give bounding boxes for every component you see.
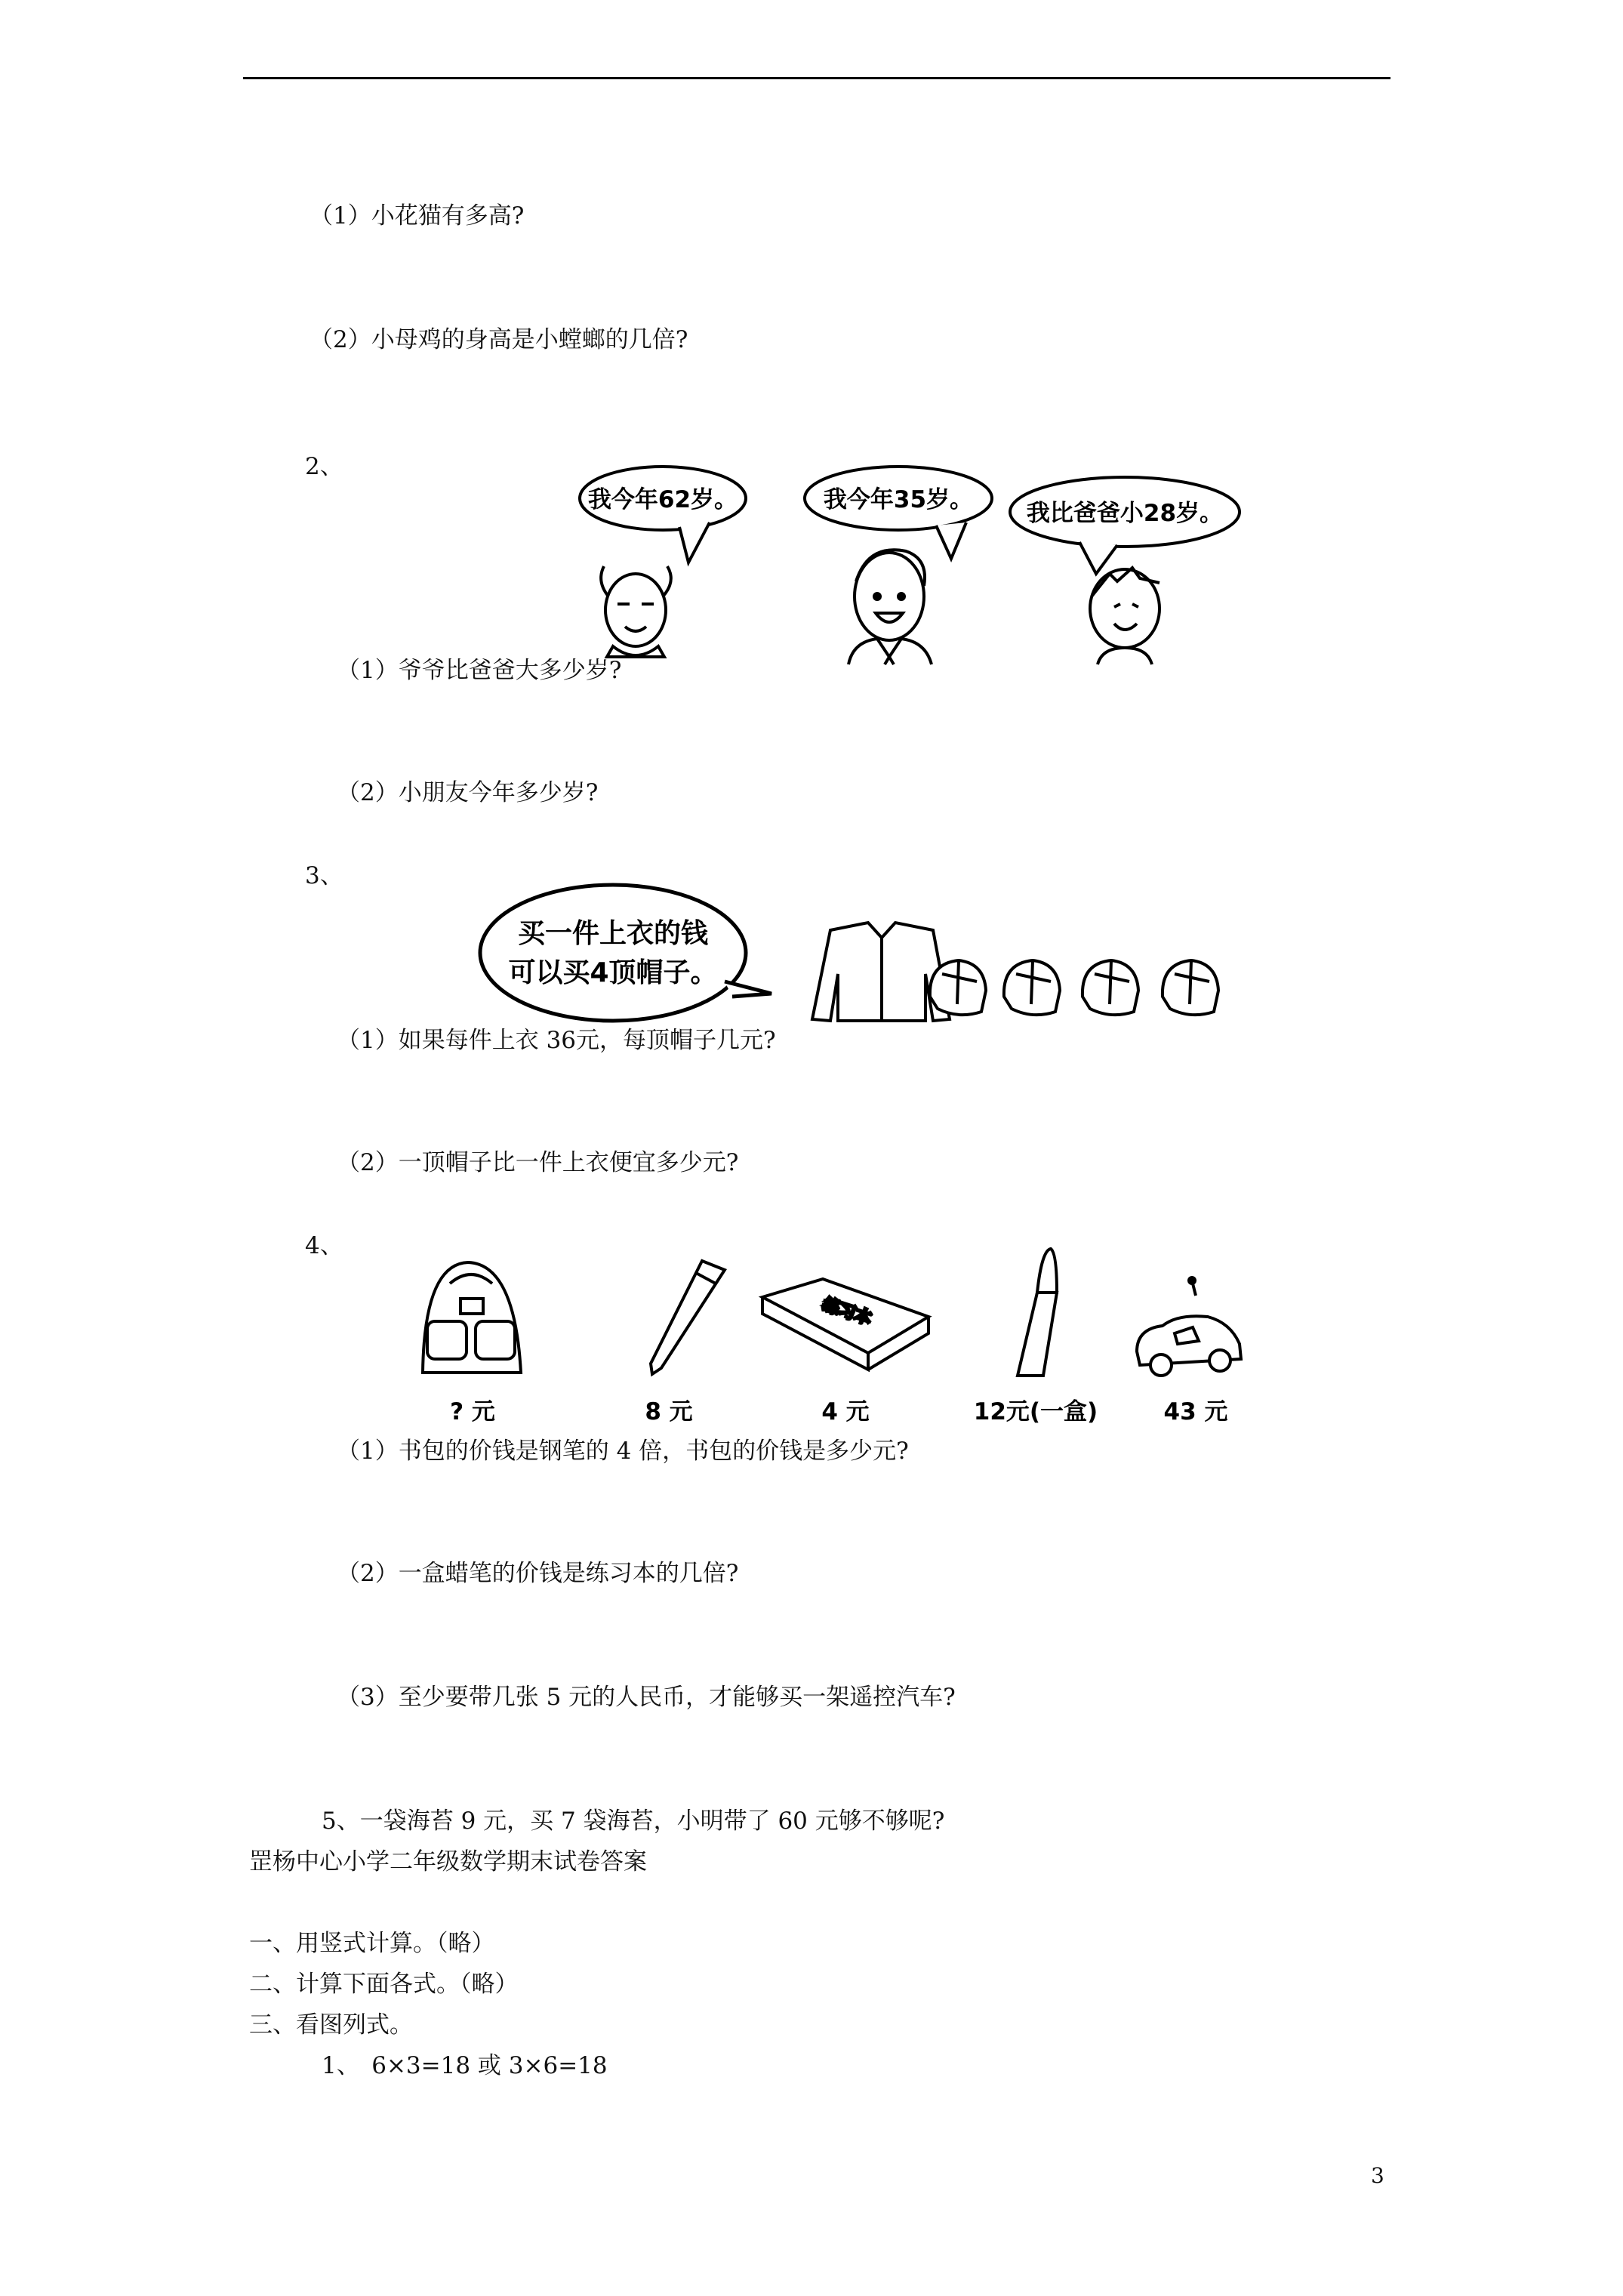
question-5: 5、一袋海苔 9 元，买 7 袋海苔，小明带了 60 元够不够呢? bbox=[322, 1808, 945, 1835]
question-4-3: （3）至少要带几张 5 元的人民币，才能够买一架遥控汽车? bbox=[337, 1684, 956, 1711]
pen-drawing bbox=[651, 1261, 725, 1374]
answer-1: 一、用竖式计算。（略） bbox=[249, 1930, 495, 1957]
bubble-text-child: 我比爸爸小28岁。 bbox=[1026, 500, 1224, 527]
page-number: 3 bbox=[1371, 2163, 1384, 2188]
section-3-label: 3、 bbox=[305, 862, 343, 889]
crayon-drawing bbox=[1018, 1249, 1057, 1376]
question-2-1: （1）爷爷比爸爸大多少岁? bbox=[337, 657, 622, 684]
bubble-text-father: 我今年35岁。 bbox=[823, 486, 974, 513]
section-4-label: 4、 bbox=[305, 1232, 343, 1259]
question-1-2: （2）小母鸡的身高是小螳螂的几倍? bbox=[310, 326, 688, 353]
question-4-1: （1）书包的价钱是钢笔的 4 倍，书包的价钱是多少元? bbox=[337, 1438, 909, 1465]
answers-title: 罡杨中心小学二年级数学期末试卷答案 bbox=[249, 1848, 647, 1875]
question-4-2: （2）一盒蜡笔的价钱是练习本的几倍? bbox=[337, 1560, 739, 1587]
bubble-text-line1: 买一件上衣的钱 bbox=[517, 918, 709, 949]
price-schoolbag: ? 元 bbox=[450, 1398, 495, 1425]
question-3-2: （2）一顶帽子比一件上衣便宜多少元? bbox=[337, 1149, 739, 1176]
bubble-text-grandpa: 我今年62岁。 bbox=[587, 486, 738, 513]
price-toy-car: 43 元 bbox=[1163, 1398, 1228, 1425]
bubble-text-line2: 可以买4顶帽子。 bbox=[508, 957, 718, 988]
price-labels bbox=[450, 1398, 1227, 1425]
price-crayon: 12元(一盒) bbox=[973, 1398, 1098, 1425]
schoolbag-drawing bbox=[423, 1262, 521, 1373]
section-2-label: 2、 bbox=[305, 453, 343, 480]
toy-car-drawing bbox=[1137, 1277, 1241, 1376]
answer-3: 三、看图列式。 bbox=[249, 2011, 413, 2039]
question-2-2: （2）小朋友今年多少岁? bbox=[337, 779, 599, 806]
price-notebook: 4 元 bbox=[821, 1398, 870, 1425]
question-1-1: （1）小花猫有多高? bbox=[310, 202, 525, 230]
price-pen: 8 元 bbox=[645, 1398, 693, 1425]
answer-2: 二、计算下面各式。（略） bbox=[249, 1971, 519, 1998]
notebook-label: 练习本 bbox=[820, 1295, 874, 1329]
question-3-1: （1）如果每件上衣 36元，每顶帽子几元? bbox=[337, 1027, 776, 1054]
answer-3-1: 1、 6×3=18 或 3×6=18 bbox=[322, 2052, 608, 2079]
notebook-drawing bbox=[762, 1279, 929, 1370]
